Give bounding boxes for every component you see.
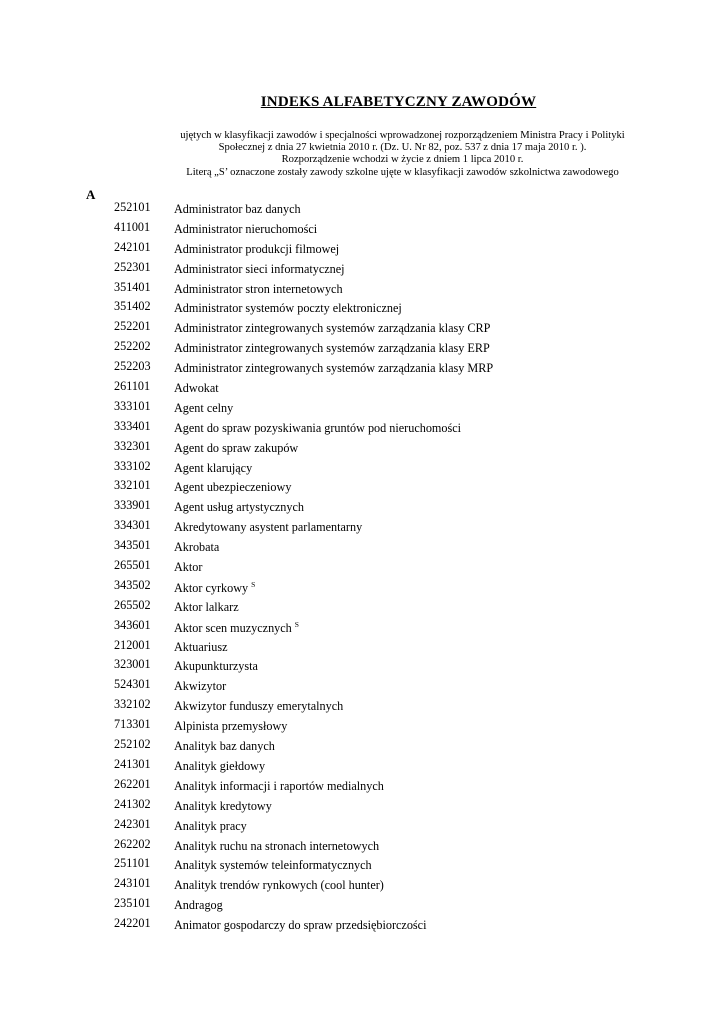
- occupation-code: 332301: [114, 438, 151, 453]
- occupation-name-text: Alpinista przemysłowy: [174, 719, 288, 734]
- list-item: [0, 754, 725, 774]
- list-item: [0, 774, 725, 794]
- occupation-name: [174, 222, 317, 237]
- occupation-name-text: Analityk baz danych: [174, 739, 275, 754]
- list-item: [0, 376, 725, 396]
- list-item: [0, 853, 725, 873]
- list-item: [0, 277, 725, 297]
- occupation-code: 243101: [114, 876, 151, 891]
- occupation-name-text: Aktor scen muzycznych: [174, 620, 292, 635]
- occupation-code: 252203: [114, 359, 151, 374]
- occupation-name: [174, 799, 272, 814]
- occupation-code: 323001: [114, 657, 151, 672]
- occupation-code: 241302: [114, 796, 151, 811]
- occupation-list: [0, 197, 725, 933]
- occupation-name: [174, 839, 379, 854]
- list-item: [0, 873, 725, 893]
- occupation-name-text: Analityk pracy: [174, 818, 247, 833]
- list-item: [0, 674, 725, 694]
- list-item: [0, 893, 725, 913]
- occupation-name: [174, 580, 255, 596]
- occupation-code: 343502: [114, 577, 151, 592]
- occupation-name-text: Akupunkturzysta: [174, 659, 258, 674]
- occupation-code: 241301: [114, 756, 151, 771]
- subtitle-line: Literą „S’ oznaczone zostały zawody szkolne ujęte w klasyfikacji zawodów szkolnictwa zawodowego: [186, 166, 619, 178]
- occupation-name-text: Agent ubezpieczeniowy: [174, 480, 292, 495]
- occupation-code: 261101: [114, 379, 151, 394]
- occupation-name-text: Administrator systemów poczty elektronicznej: [174, 301, 402, 316]
- list-item: [0, 336, 725, 356]
- occupation-name-text: Agent klarujący: [174, 460, 253, 475]
- occupation-name-text: Agent do spraw pozyskiwania gruntów pod nieruchomości: [174, 420, 462, 435]
- occupation-name: [174, 242, 339, 257]
- list-item: [0, 575, 725, 595]
- occupation-name-text: Akredytowany asystent parlamentarny: [174, 520, 363, 535]
- occupation-name-text: Agent usług artystycznych: [174, 500, 304, 515]
- occupation-name: [174, 819, 247, 834]
- occupation-code: 333401: [114, 418, 151, 433]
- occupation-name-text: Aktor cyrkowy: [174, 580, 249, 595]
- occupation-code: 332101: [114, 478, 151, 493]
- occupation-name: [174, 659, 258, 674]
- occupation-code: 252102: [114, 737, 151, 752]
- occupation-code: 333101: [114, 398, 151, 413]
- occupation-name: [174, 341, 490, 356]
- occupation-name-text: Administrator stron internetowych: [174, 281, 343, 296]
- occupation-name-text: Aktor lalkarz: [174, 599, 239, 614]
- list-item: [0, 814, 725, 834]
- occupation-code: 343501: [114, 538, 151, 553]
- occupation-name-text: Administrator zintegrowanych systemów zarządzania klasy ERP: [174, 341, 490, 356]
- occupation-name-text: Akwizytor: [174, 679, 227, 694]
- occupation-code: 333102: [114, 458, 151, 473]
- school-occupation-mark: S: [251, 579, 256, 589]
- list-item: [0, 913, 725, 933]
- list-item: [0, 654, 725, 674]
- occupation-code: 242201: [114, 916, 151, 931]
- occupation-name: [174, 640, 227, 655]
- occupation-code: 251101: [114, 856, 151, 871]
- school-occupation-mark: S: [294, 619, 299, 629]
- subtitle-line: Rozporządzenie wchodzi w życie z dniem 1 lipca 2010 r.: [281, 154, 524, 166]
- occupation-name-text: Administrator produkcji filmowej: [174, 241, 340, 256]
- occupation-name: [174, 441, 298, 456]
- occupation-name-text: Akrobata: [174, 540, 220, 555]
- occupation-code: 252202: [114, 339, 151, 354]
- occupation-name: [174, 321, 490, 336]
- occupation-name-text: Analityk kredytowy: [174, 798, 272, 813]
- occupation-code: 351402: [114, 299, 151, 314]
- list-item: [0, 257, 725, 277]
- list-item: [0, 595, 725, 615]
- list-item: [0, 356, 725, 376]
- occupation-code: 262201: [114, 776, 151, 791]
- occupation-name-text: Administrator nieruchomości: [174, 221, 318, 236]
- list-item: [0, 316, 725, 336]
- occupation-name: [174, 282, 343, 297]
- list-item: [0, 794, 725, 814]
- list-item: [0, 296, 725, 316]
- subtitle-block: [150, 130, 655, 179]
- occupation-name: [174, 361, 493, 376]
- page-title: INDEKS ALFABETYCZNY ZAWODÓW: [260, 94, 537, 110]
- list-item: [0, 416, 725, 436]
- subtitle-line: ujętych w klasyfikacji zawodów i specjalności wprowadzonej rozporządzeniem Ministra Pracy i Polityki: [180, 130, 625, 141]
- occupation-name-text: Agent celny: [174, 400, 234, 415]
- list-item: [0, 396, 725, 416]
- occupation-code: 524301: [114, 677, 151, 692]
- occupation-name-text: Administrator sieci informatycznej: [174, 261, 345, 276]
- occupation-code: 332102: [114, 697, 151, 712]
- occupation-name: [174, 620, 299, 636]
- list-item: [0, 714, 725, 734]
- occupation-name-text: Adwokat: [174, 381, 219, 396]
- list-item: [0, 694, 725, 714]
- occupation-name-text: Andragog: [174, 898, 223, 913]
- occupation-name-text: Administrator baz danych: [174, 202, 301, 216]
- list-item: [0, 535, 725, 555]
- list-item: [0, 237, 725, 257]
- list-item: [0, 635, 725, 655]
- occupation-name: [174, 560, 202, 575]
- occupation-name: [174, 719, 287, 734]
- list-item: [0, 475, 725, 495]
- occupation-name: [174, 699, 343, 714]
- occupation-name: [174, 421, 461, 436]
- occupation-code: 252101: [114, 200, 151, 214]
- occupation-code: 713301: [114, 717, 151, 732]
- occupation-name: [174, 878, 384, 893]
- occupation-code: 212001: [114, 637, 151, 652]
- occupation-name-text: Analityk ruchu na stronach internetowych: [174, 838, 380, 853]
- occupation-code: 334301: [114, 518, 151, 533]
- occupation-name-text: Aktuariusz: [174, 639, 228, 654]
- occupation-name-text: Analityk giełdowy: [174, 758, 266, 773]
- occupation-name-text: Administrator zintegrowanych systemów zarządzania klasy CRP: [174, 321, 491, 336]
- occupation-name-text: Akwizytor funduszy emerytalnych: [174, 699, 344, 714]
- occupation-name: [174, 401, 233, 416]
- occupation-code: 252301: [114, 259, 151, 274]
- occupation-code: 235101: [114, 896, 151, 911]
- list-item: [0, 734, 725, 754]
- section-letter: A: [86, 187, 96, 202]
- list-item: [0, 456, 725, 476]
- occupation-code: 242101: [114, 239, 151, 254]
- list-item: [0, 436, 725, 456]
- occupation-name: [174, 461, 252, 476]
- occupation-name: [174, 739, 275, 754]
- occupation-name-text: Animator gospodarczy do spraw przedsiębiorczości: [174, 918, 427, 933]
- occupation-name-text: Agent do spraw zakupów: [174, 440, 299, 455]
- list-item: [0, 217, 725, 237]
- subtitle-line: Społecznej z dnia 27 kwietnia 2010 r. (Dz. U. Nr 82, poz. 537 z dnia 17 maja 2010 r. ).: [218, 142, 587, 154]
- occupation-name: [174, 262, 345, 277]
- occupation-code: 265502: [114, 597, 151, 612]
- occupation-name-text: Analityk systemów teleinformatycznych: [174, 858, 372, 873]
- occupation-name: [174, 500, 304, 515]
- occupation-name: [174, 679, 226, 694]
- occupation-name-text: Aktor: [174, 560, 203, 575]
- occupation-name: [174, 779, 384, 794]
- occupation-name-text: Analityk informacji i raportów medialnych: [174, 778, 384, 793]
- occupation-name: [174, 202, 301, 217]
- occupation-code: 265501: [114, 558, 151, 573]
- occupation-name: [174, 600, 239, 615]
- list-item: [0, 555, 725, 575]
- occupation-code: 411001: [114, 219, 151, 234]
- occupation-name: [174, 301, 402, 316]
- occupation-name-text: Administrator zintegrowanych systemów zarządzania klasy MRP: [174, 361, 494, 376]
- occupation-name: [174, 480, 291, 495]
- occupation-code: 343601: [114, 617, 151, 632]
- list-item: [0, 515, 725, 535]
- occupation-name: [174, 540, 219, 555]
- occupation-name: [174, 759, 265, 774]
- occupation-code: 252201: [114, 319, 151, 334]
- occupation-code: 351401: [114, 279, 151, 294]
- list-item: [0, 834, 725, 854]
- occupation-name: [174, 520, 362, 535]
- occupation-name: [174, 898, 223, 913]
- list-item: [0, 495, 725, 515]
- occupation-code: 262202: [114, 836, 151, 851]
- occupation-code: 333901: [114, 498, 151, 513]
- occupation-name: [174, 918, 426, 933]
- list-item: [0, 197, 725, 217]
- occupation-code: 242301: [114, 816, 151, 831]
- occupation-name-text: Analityk trendów rynkowych (cool hunter): [174, 878, 384, 893]
- list-item: [0, 615, 725, 635]
- occupation-name: [174, 381, 219, 396]
- occupation-name: [174, 858, 372, 873]
